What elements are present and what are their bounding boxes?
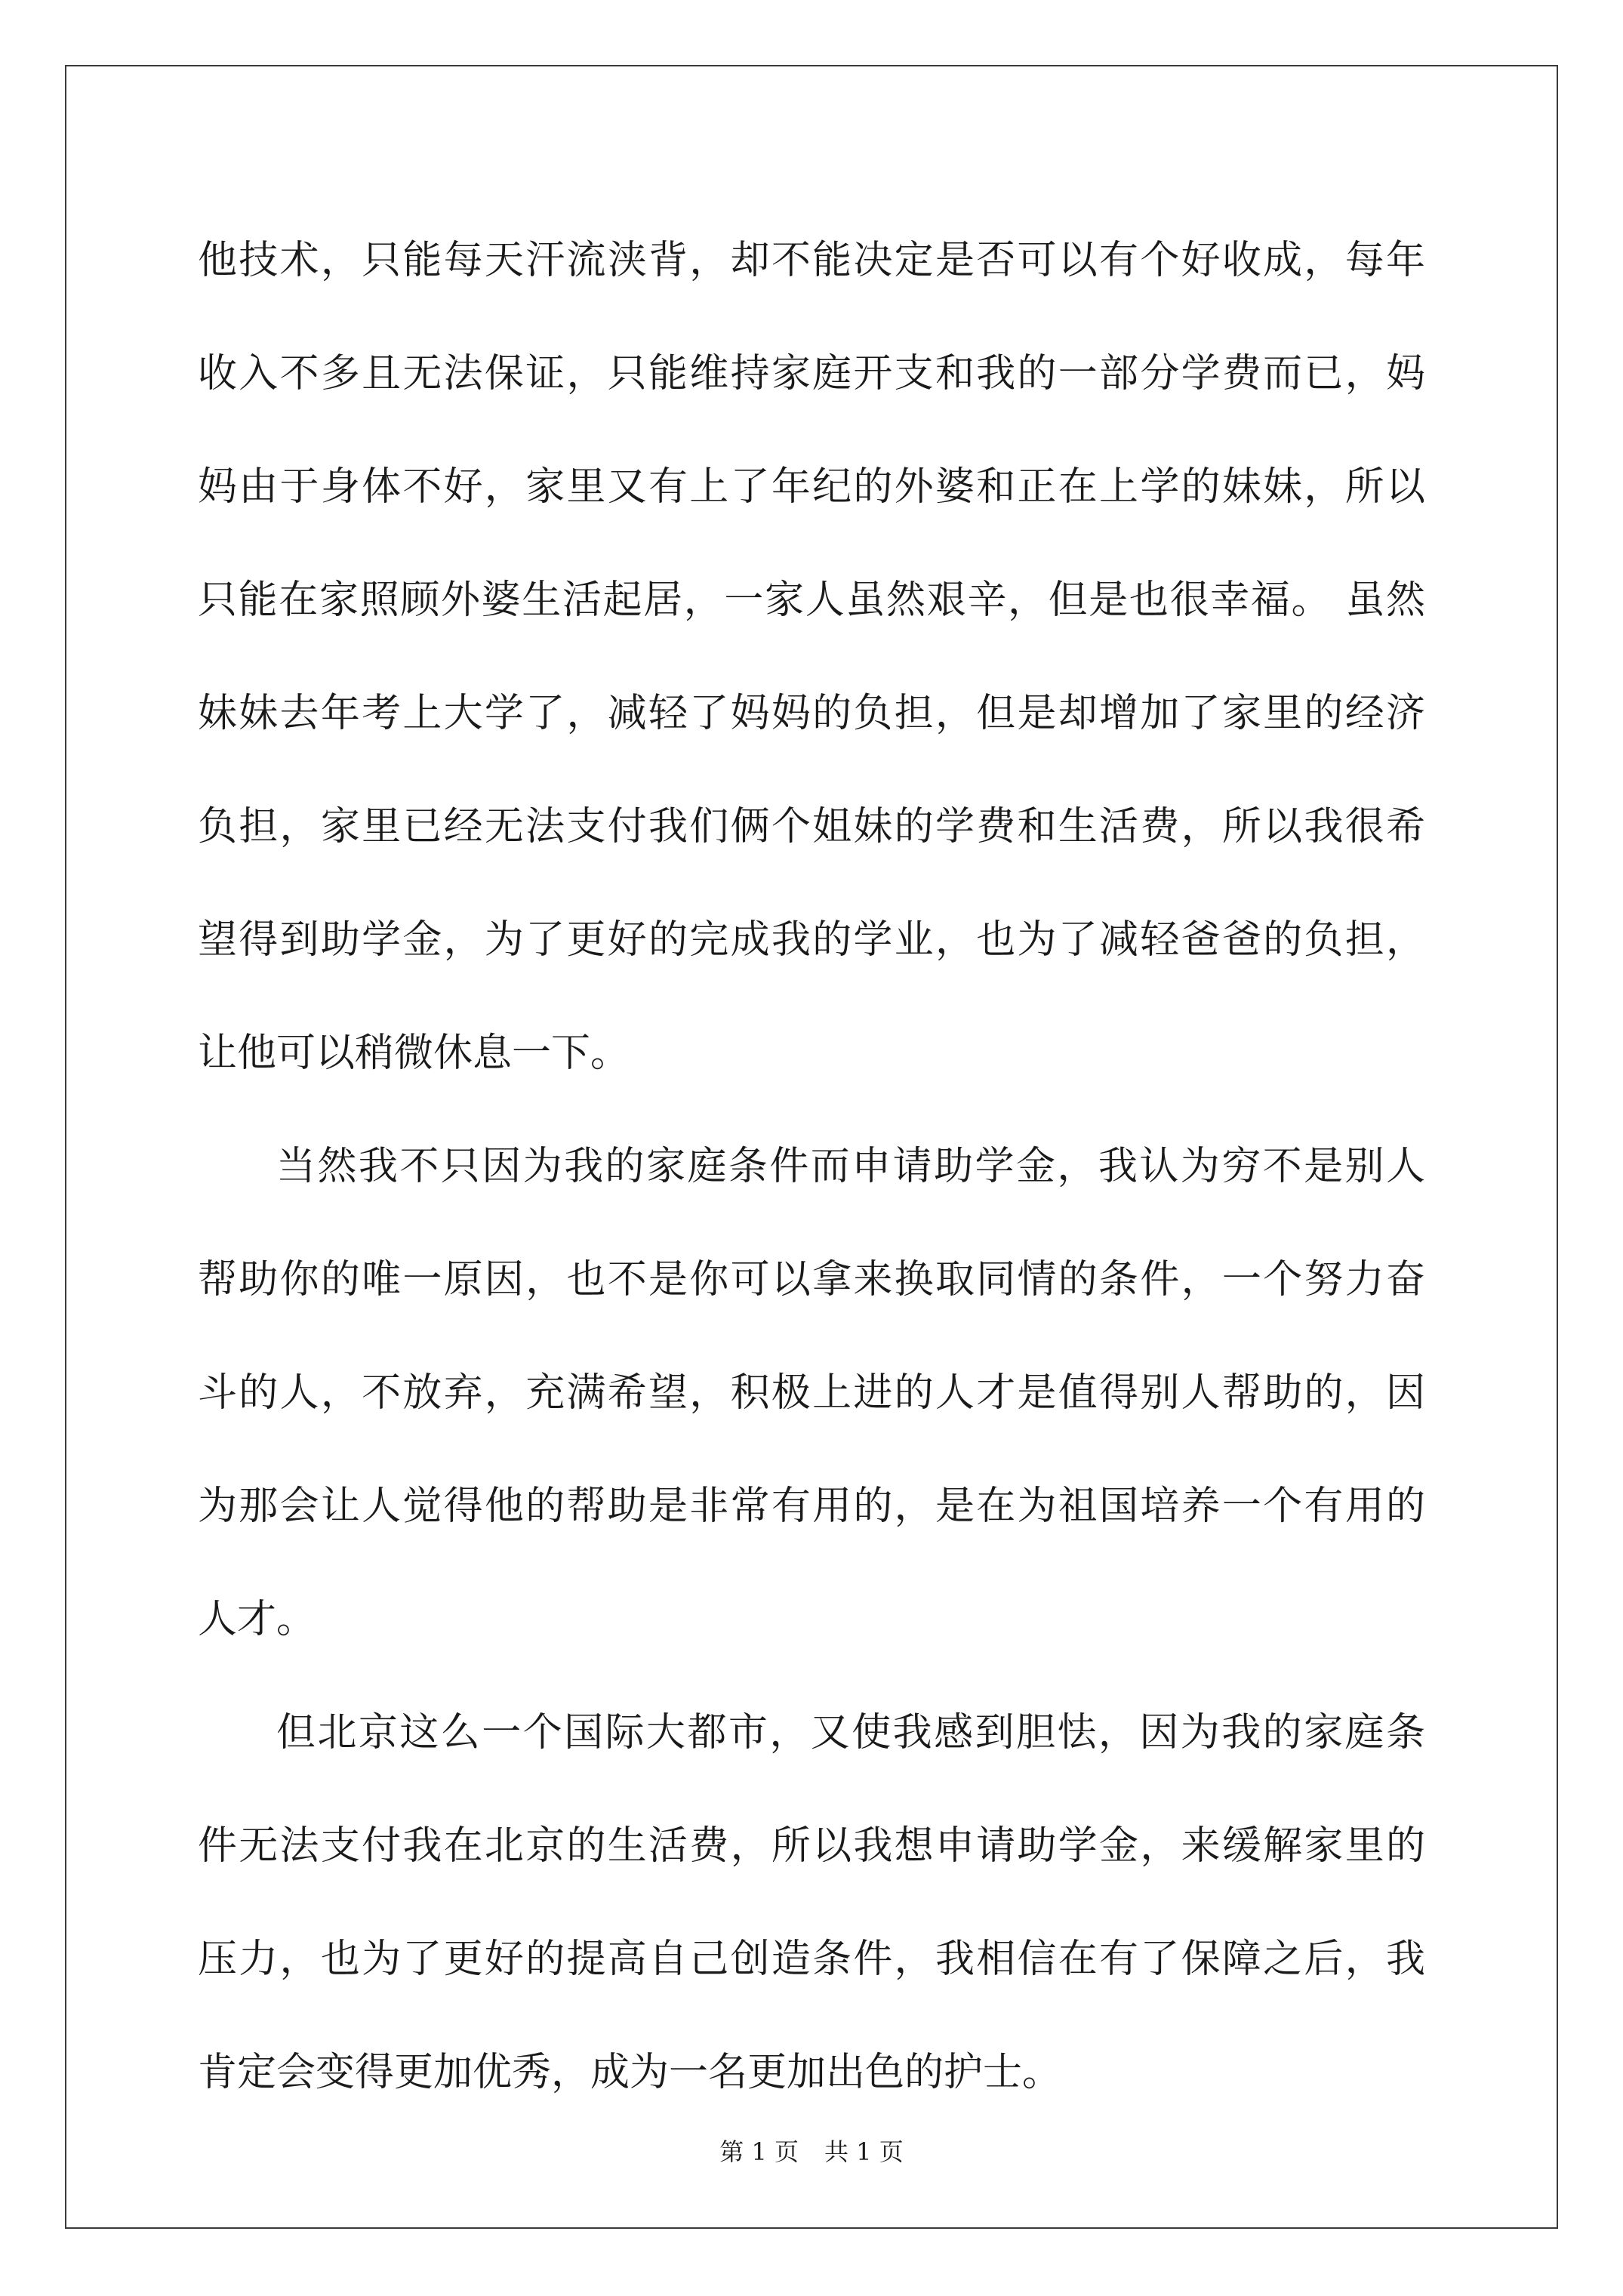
page-number: 第 1 页 <box>719 2137 799 2166</box>
paragraph-3 <box>198 1676 1425 2129</box>
text-line: 妹妹去年考上大学了，减轻了妈妈的负担，但是却增加了家里的经济 <box>198 691 1425 736</box>
text-line: 收入不多且无法保证，只能维持家庭开支和我的一部分学费而已，妈 <box>198 351 1425 396</box>
text-line: 件无法支付我在北京的生活费，所以我想申请助学金，来缓解家里的 <box>198 1823 1425 1869</box>
text-line: 负担，家里已经无法支付我们俩个姐妹的学费和生活费，所以我很希 <box>198 804 1425 849</box>
page-footer <box>0 2137 1623 2167</box>
text-line: 望得到助学金，为了更好的完成我的学业，也为了减轻爸爸的负担， <box>198 917 1425 963</box>
paragraph-1 <box>198 204 1425 1110</box>
text-line: 斗的人，不放弃，充满希望，积极上进的人才是值得别人帮助的，因 <box>198 1370 1425 1416</box>
page-total: 共 1 页 <box>824 2137 904 2166</box>
text-line: 压力，也为了更好的提高自己创造条件，我相信在有了保障之后，我 <box>198 1937 1425 1982</box>
text-line: 帮助你的唯一原因，也不是你可以拿来换取同情的条件，一个努力奋 <box>198 1257 1425 1302</box>
text-line: 妈由于身体不好，家里又有上了年纪的外婆和正在上学的妹妹，所以 <box>198 464 1425 510</box>
text-line: 只能在家照顾外婆生活起居，一家人虽然艰辛，但是也很幸福。 虽然 <box>198 578 1425 623</box>
text-line: 为那会让人觉得他的帮助是非常有用的，是在为祖国培养一个有用的 <box>198 1484 1425 1529</box>
text-line: 让他可以稍微休息一下。 <box>198 1031 630 1076</box>
text-line: 肯定会变得更加优秀，成为一名更加出色的护士。 <box>198 2050 1062 2095</box>
text-line: 他技术，只能每天汗流浃背，却不能决定是否可以有个好收成，每年 <box>198 238 1425 283</box>
document-body <box>198 204 1425 2129</box>
paragraph-2 <box>198 1110 1425 1676</box>
text-line: 当然我不只因为我的家庭条件而申请助学金，我认为穷不是别人 <box>276 1144 1425 1189</box>
text-line: 人才。 <box>198 1597 316 1642</box>
text-line: 但北京这么一个国际大都市，又使我感到胆怯，因为我的家庭条 <box>276 1710 1425 1755</box>
